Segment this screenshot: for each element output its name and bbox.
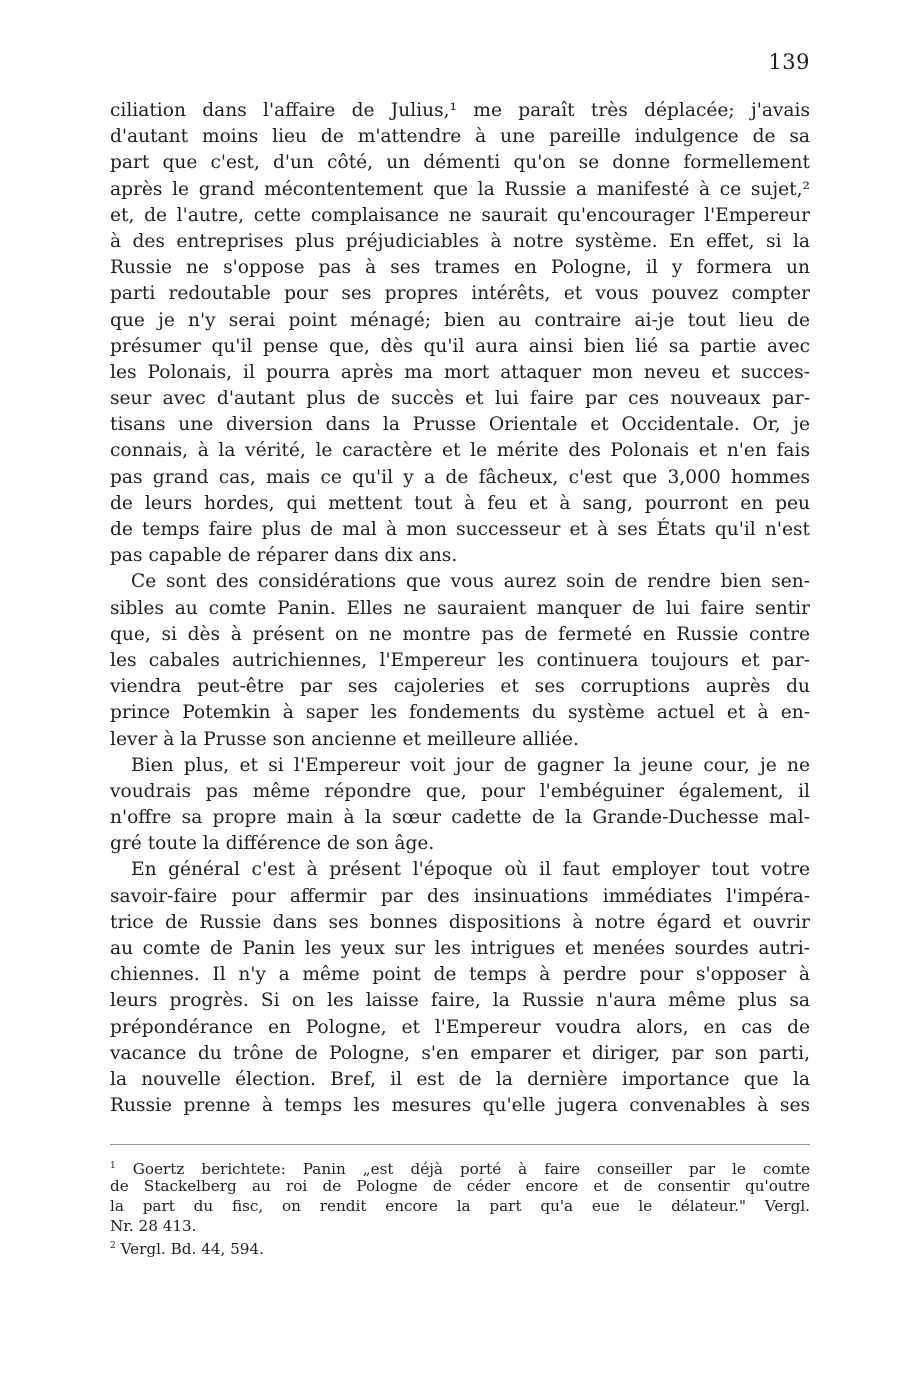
main-text <box>110 98 810 1119</box>
text-line: chiennes. Il n'y a même point de temps à perdre pour s'opposer à <box>110 964 810 986</box>
text-line: En général c'est à présent l'époque où il faut employer tout votre <box>131 859 810 881</box>
text-line: savoir-faire pour affermir par des insinuations immédiates l'impéra- <box>110 885 810 907</box>
text-line: que je n'y serai point ménagé; bien au contraire ai-je tout lieu de <box>110 309 810 331</box>
text-line: leurs progrès. Si on les laisse faire, la Russie n'aura même plus sa <box>110 990 810 1012</box>
footnotes <box>110 1156 811 1259</box>
text-line: vacance du trône de Pologne, s'en emparer et diriger, par son parti, <box>110 1042 810 1064</box>
text-line: viendra peut-être par ses cajoleries et ses corruptions auprès du <box>110 676 810 698</box>
footnote-text: Goertz berichtete: Panin „est déjà porté à faire conseiller par le comte <box>132 1160 811 1179</box>
text-line: parti redoutable pour ses propres intérêts, et vous pouvez compter <box>110 283 810 305</box>
text-line: seur avec d'autant plus de succès et lui faire par ces nouveaux par- <box>110 388 810 410</box>
page-number: 139 <box>768 50 810 74</box>
text-line: voudrais pas même répondre que, pour l'embéguiner également, il <box>110 780 810 802</box>
text-line: lever à la Prusse son ancienne et meilleure alliée. <box>110 728 579 750</box>
text-line: tisans une diversion dans la Prusse Orientale et Occidentale. Or, je <box>110 414 810 436</box>
text-line: connais, à la vérité, le caractère et le mérite des Polonais et n'en fais <box>110 440 810 462</box>
text-line: pas capable de réparer dans dix ans. <box>110 545 458 567</box>
footnote-text-line: de Stackelberg au roi de Pologne de céder encore et de consentir qu'outre <box>110 1177 810 1195</box>
footnote-divider <box>110 1144 810 1145</box>
text-line: trice de Russie dans ses bonnes dispositions à notre égard et ouvrir <box>110 911 810 933</box>
footnote-1 <box>110 1156 811 1179</box>
text-line: sibles au comte Panin. Elles ne sauraient manquer de lui faire sentir <box>110 597 810 619</box>
text-line: ciliation dans l'affaire de Julius,¹ me paraît très déplacée; j'avais <box>110 100 810 121</box>
text-line: que, si dès à présent on ne montre pas de fermeté en Russie contre <box>110 623 810 645</box>
text-line: les cabales autrichiennes, l'Empereur les continuera toujours et par- <box>110 649 810 671</box>
text-line: prépondérance en Pologne, et l'Empereur voudra alors, en cas de <box>110 1016 810 1038</box>
text-line: de temps faire plus de mal à mon successeur et à ses États qu'il n'est <box>110 519 810 540</box>
text-line: d'autant moins lieu de m'attendre à une pareille indulgence de sa <box>110 126 810 148</box>
footnote-text-line: Nr. 28 413. <box>110 1217 197 1235</box>
text-line: prince Potemkin à saper les fondements du système actuel et à en- <box>110 702 810 724</box>
text-line: présumer qu'il pense que, dès qu'il aura ainsi bien lié sa partie avec <box>110 335 810 357</box>
text-line: gré toute la différence de son âge. <box>110 833 435 855</box>
text-line: au comte de Panin les yeux sur les intrigues et menées sourdes autri- <box>110 938 810 959</box>
footnote-text-line: la part du fisc, on rendit encore la part qu'a eue le délateur." Vergl. <box>110 1197 810 1215</box>
text-line: après le grand mécontentement que la Russie a manifesté à ce sujet,² <box>110 178 810 200</box>
text-line: de leurs hordes, qui mettent tout à feu et à sang, pourront en peu <box>110 492 810 514</box>
text-line: et, de l'autre, cette complaisance ne saurait qu'encourager l'Empereur <box>110 204 810 226</box>
footnote-marker: 1 <box>110 1161 116 1171</box>
text-line: Bien plus, et si l'Empereur voit jour de gagner la jeune cour, je ne <box>131 754 810 776</box>
text-line: Russie ne s'oppose pas à ses trames en Pologne, il y formera un <box>110 257 810 279</box>
footnote-text: Vergl. Bd. 44, 594. <box>120 1240 264 1259</box>
text-line: Russie prenne à temps les mesures qu'elle jugera convenables à ses <box>110 1095 810 1117</box>
text-line: à des entreprises plus préjudiciables à notre système. En effet, si la <box>110 230 810 252</box>
text-line: la nouvelle élection. Bref, il est de la dernière importance que la <box>110 1068 810 1090</box>
text-line: Ce sont des considérations que vous aurez soin de rendre bien sen- <box>131 571 810 593</box>
text-line: part que c'est, d'un côté, un démenti qu'on se donne formellement <box>110 152 810 174</box>
footnote-2 <box>110 1236 810 1259</box>
text-line: n'offre sa propre main à la sœur cadette de la Grande-Duchesse mal- <box>110 807 810 829</box>
footnote-marker: 2 <box>110 1241 116 1251</box>
text-line: les Polonais, il pourra après ma mort attaquer mon neveu et succes- <box>110 361 810 383</box>
text-line: pas grand cas, mais ce qu'il y a de fâcheux, c'est que 3,000 hommes <box>110 466 810 488</box>
